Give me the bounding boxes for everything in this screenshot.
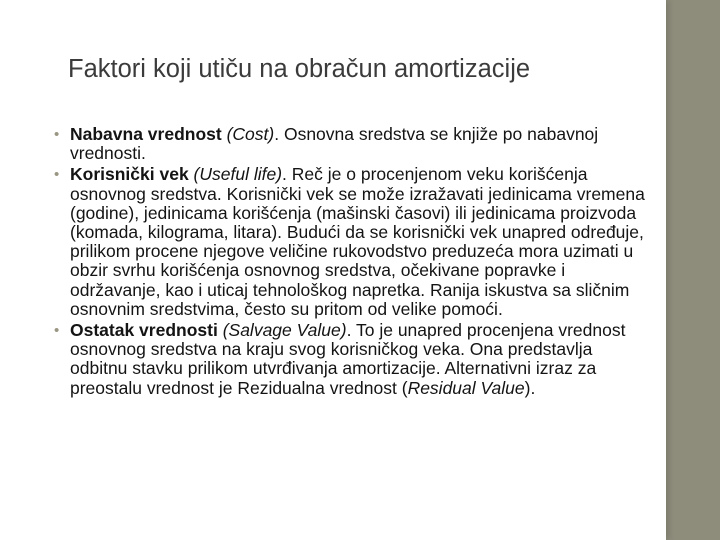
bullet-english-term: (Useful life) xyxy=(193,164,283,185)
bullet-text-end: ). xyxy=(524,377,536,398)
bullet-item-korisnicki-vek xyxy=(46,165,646,319)
bullet-icon: • xyxy=(54,322,60,340)
side-accent-band xyxy=(666,0,720,540)
bullet-term: Nabavna vrednost xyxy=(70,124,222,144)
bullet-term: Korisnički vek xyxy=(70,164,189,185)
bullet-item-ostatak-vrednosti xyxy=(46,321,646,398)
bullet-english-term: (Salvage Value) xyxy=(222,320,347,341)
bullet-icon: • xyxy=(54,126,60,143)
bullet-term: Ostatak vrednosti xyxy=(70,320,218,341)
bullet-text: . Reč je o procenjenom veku korišćenja osnovnog sredstva. Korisnički vek se može izražavati jedinicama vremena (godine), jedinicama korišćenja (mašinski časovi) ili jedinicama proizvoda (komada, kilograma, litara). Budući da se korisnički vek unapred određuje, prilikom procene njegove veličine rukovodstvo preduzeća mora uzimati u obzir svrhu korišćenja osnovnog sredstva, očekivane popravke i održavanje, kao i uticaj tehnološkog napretka. Ranija iskustva sa sličnim osnovnim sredstvima, često su pritom od velike pomoći. xyxy=(70,164,645,319)
bullet-icon: • xyxy=(54,166,60,184)
bullet-english-term-residual: Residual Value xyxy=(407,377,525,398)
bullet-item-nabavna-vrednost xyxy=(46,125,646,163)
bullet-english-term: (Cost) xyxy=(226,124,275,144)
bullet-list xyxy=(46,125,646,398)
slide-title: Faktori koji utiču na obračun amortizacije xyxy=(68,55,531,83)
bullet-text: . Osnovna sredstva se knjiže po nabavnoj vrednosti. xyxy=(70,124,599,164)
bullet-text: . To je unapred procenjena vrednost osnovnog sredstva na kraju svog korisničkog veka. Ona predstavlja odbitnu stavku prilikom utvrđivanja amortizacije. Alternativni izraz za preostalu vrednost je Rezidualna vrednost ( xyxy=(70,320,626,398)
